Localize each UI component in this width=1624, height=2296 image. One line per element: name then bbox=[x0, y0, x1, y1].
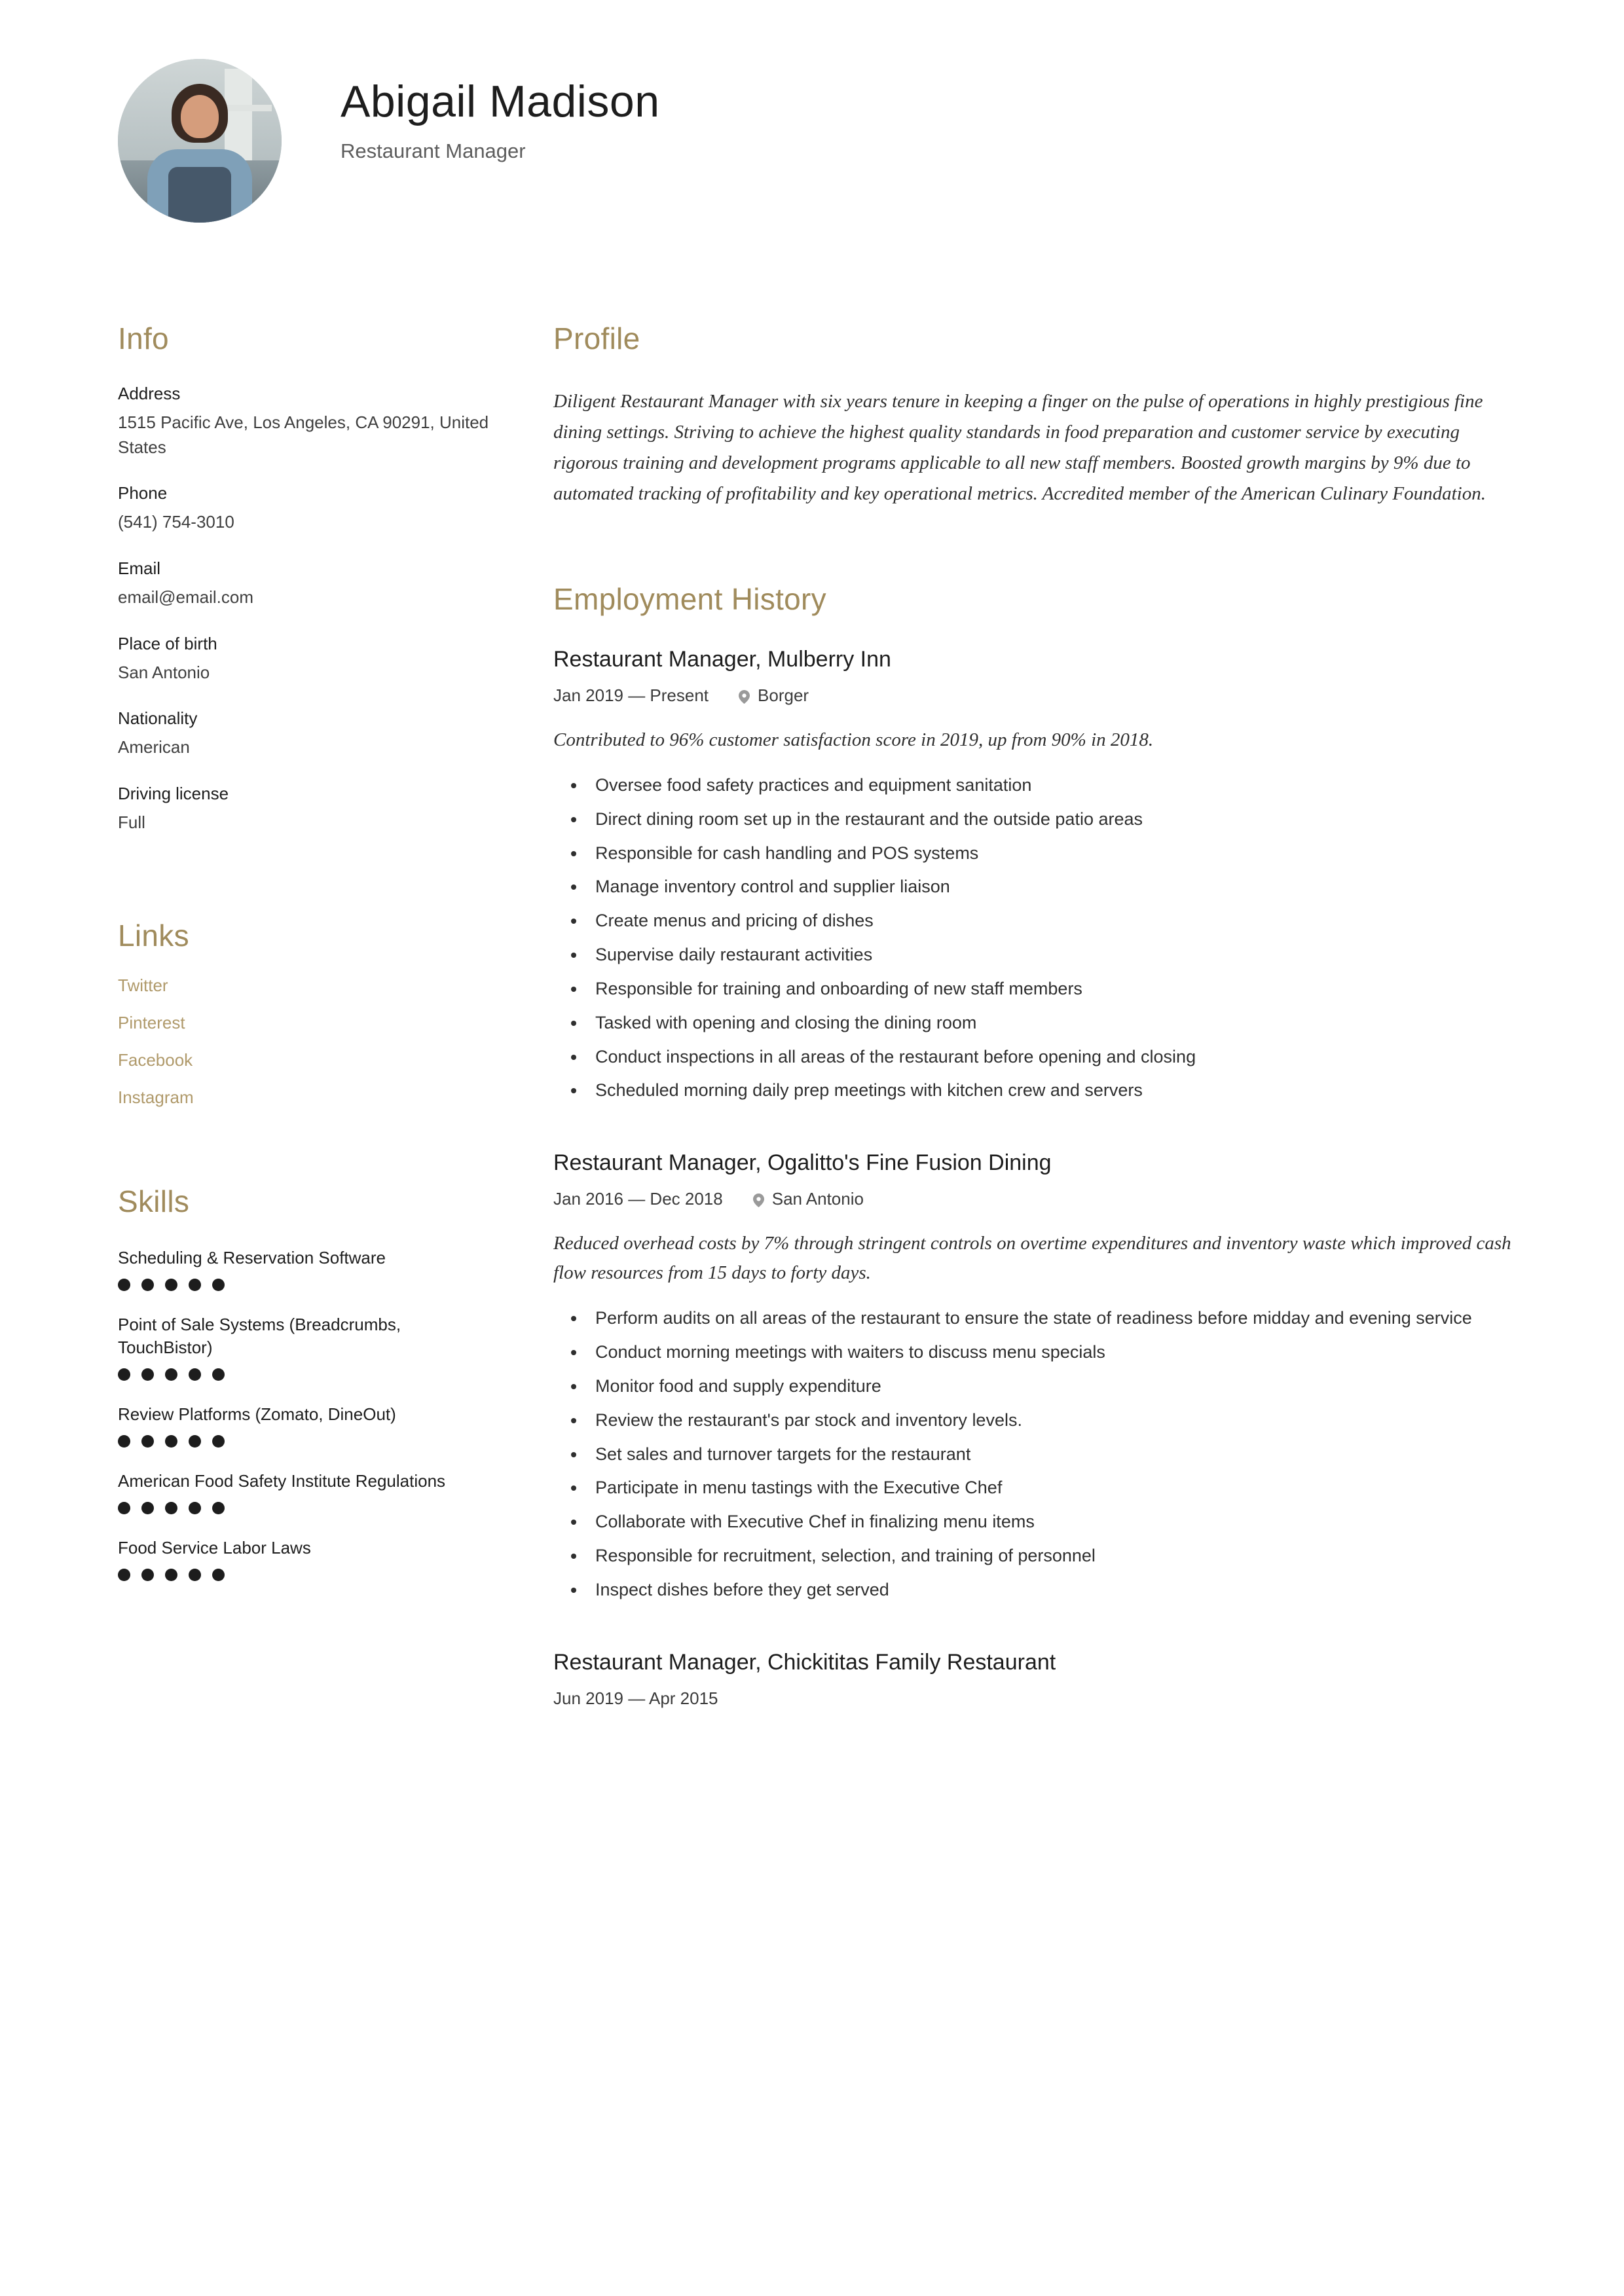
info-label: Nationality bbox=[118, 708, 198, 729]
main-content bbox=[537, 321, 1526, 1755]
link-facebook[interactable]: Facebook bbox=[118, 1049, 193, 1070]
info-label: Email bbox=[118, 558, 161, 579]
rating-dot bbox=[189, 1279, 201, 1291]
rating-dot bbox=[118, 1368, 130, 1381]
info-label: Driving license bbox=[118, 784, 229, 804]
bullet-item: • Perform audits on all areas of the restaurant to ensure the state of readiness before midday and evening service bbox=[586, 1305, 1526, 1332]
header-job-title: Restaurant Manager bbox=[341, 139, 526, 163]
bullet-item: • Review the restaurant's par stock and inventory levels. bbox=[586, 1407, 1526, 1434]
bullet-item: • Responsible for recruitment, selection, and training of personnel bbox=[586, 1542, 1526, 1570]
employment-heading: Restaurant Manager, Mulberry Inn bbox=[553, 646, 891, 672]
skill-rating bbox=[118, 1435, 491, 1448]
info-field-place-of-birth bbox=[118, 634, 491, 685]
skill-item bbox=[118, 1247, 491, 1291]
spacer bbox=[118, 859, 491, 918]
skill-rating bbox=[118, 1368, 491, 1381]
skill-rating bbox=[118, 1502, 491, 1514]
info-value: Full bbox=[118, 812, 145, 833]
rating-dot bbox=[141, 1435, 154, 1448]
rating-dot bbox=[165, 1502, 177, 1514]
link-pinterest[interactable]: Pinterest bbox=[118, 1012, 185, 1032]
employment-meta bbox=[553, 1688, 1526, 1709]
link-instagram[interactable]: Instagram bbox=[118, 1087, 194, 1107]
sidebar bbox=[118, 321, 537, 1755]
bullet-item: • Responsible for cash handling and POS systems bbox=[586, 840, 1526, 867]
rating-dot bbox=[165, 1435, 177, 1448]
avatar-container bbox=[118, 46, 285, 223]
section-title-links: Links bbox=[118, 918, 189, 953]
bullet-item: • Conduct inspections in all areas of the restaurant before opening and closing bbox=[586, 1044, 1526, 1071]
profile-text: Diligent Restaurant Manager with six years tenure in keeping a finger on the pulse of operations in highly prestigious fine dining settings. Striving to achieve the highest quality standards in food preparation and customer service by executing rigorous training and development programs applicable to all new staff members. Boosted growth margins by 9% due to automated tracking of profitability and key operational metrics. Accredited member of the American Culinary Foundation. bbox=[553, 391, 1486, 504]
skill-name: Scheduling & Reservation Software bbox=[118, 1247, 386, 1267]
avatar bbox=[118, 59, 282, 223]
bullet-item: • Oversee food safety practices and equipment sanitation bbox=[586, 772, 1526, 799]
info-field-driving-license bbox=[118, 784, 491, 835]
info-field-address bbox=[118, 384, 491, 460]
bullet-item: • Inspect dishes before they get served bbox=[586, 1576, 1526, 1604]
location-pin-icon bbox=[753, 1194, 764, 1205]
employment-bullets bbox=[586, 772, 1526, 1104]
section-title-info: Info bbox=[118, 321, 169, 355]
bullet-item: • Collaborate with Executive Chef in finalizing menu items bbox=[586, 1508, 1526, 1536]
resume-body bbox=[118, 321, 1526, 1755]
skill-rating bbox=[118, 1279, 491, 1291]
rating-dot bbox=[118, 1279, 130, 1291]
info-value: San Antonio bbox=[118, 662, 210, 682]
bullet-item: • Monitor food and supply expenditure bbox=[586, 1373, 1526, 1400]
page-title: Abigail Madison bbox=[341, 77, 660, 126]
rating-dot bbox=[118, 1569, 130, 1581]
employment-entry bbox=[553, 647, 1526, 1104]
bullet-item: • Responsible for training and onboarding of new staff members bbox=[586, 975, 1526, 1003]
info-value: American bbox=[118, 737, 190, 757]
rating-dot bbox=[212, 1502, 225, 1514]
info-label: Place of birth bbox=[118, 633, 217, 653]
employment-dates: Jun 2019 — Apr 2015 bbox=[553, 1688, 718, 1708]
skill-name: Review Platforms (Zomato, DineOut) bbox=[118, 1404, 396, 1425]
info-value: (541) 754-3010 bbox=[118, 512, 234, 532]
employment-summary: Contributed to 96% customer satisfaction score in 2019, up from 90% in 2018. bbox=[553, 729, 1154, 750]
bullet-item: • Set sales and turnover targets for the restaurant bbox=[586, 1441, 1526, 1468]
info-field-nationality bbox=[118, 708, 491, 760]
bullet-item: • Conduct morning meetings with waiters to discuss menu specials bbox=[586, 1339, 1526, 1366]
rating-dot bbox=[141, 1569, 154, 1581]
bullet-item: • Direct dining room set up in the restaurant and the outside patio areas bbox=[586, 806, 1526, 833]
skill-name: Point of Sale Systems (Breadcrumbs, TouchBistor) bbox=[118, 1314, 401, 1357]
employment-heading: Restaurant Manager, Ogalitto's Fine Fusion Dining bbox=[553, 1150, 1052, 1176]
bullet-item: • Manage inventory control and supplier liaison bbox=[586, 873, 1526, 901]
bullet-item: • Tasked with opening and closing the dining room bbox=[586, 1010, 1526, 1037]
name-block bbox=[285, 46, 660, 163]
avatar-person-face bbox=[181, 95, 219, 138]
spacer bbox=[118, 1125, 491, 1184]
employment-meta bbox=[553, 1189, 1526, 1209]
link-twitter[interactable]: Twitter bbox=[118, 975, 168, 995]
employment-location: Borger bbox=[758, 685, 809, 705]
rating-dot bbox=[189, 1502, 201, 1514]
location-pin-icon bbox=[739, 690, 750, 701]
bullet-item: • Create menus and pricing of dishes bbox=[586, 907, 1526, 935]
info-field-phone bbox=[118, 483, 491, 535]
bullet-item: • Scheduled morning daily prep meetings with kitchen crew and servers bbox=[586, 1077, 1526, 1104]
rating-dot bbox=[118, 1435, 130, 1448]
rating-dot bbox=[189, 1368, 201, 1381]
rating-dot bbox=[212, 1368, 225, 1381]
info-label: Address bbox=[118, 384, 181, 403]
employment-dates: Jan 2016 — Dec 2018 bbox=[553, 1189, 723, 1209]
rating-dot bbox=[212, 1569, 225, 1581]
section-title-employment: Employment History bbox=[553, 581, 826, 616]
employment-section bbox=[553, 581, 1526, 1709]
employment-entry bbox=[553, 1150, 1526, 1603]
rating-dot bbox=[165, 1279, 177, 1291]
bullet-item: • Supervise daily restaurant activities bbox=[586, 941, 1526, 969]
employment-meta bbox=[553, 685, 1526, 706]
links-list bbox=[118, 975, 491, 1108]
skill-item bbox=[118, 1537, 491, 1581]
rating-dot bbox=[141, 1502, 154, 1514]
info-field-email bbox=[118, 558, 491, 610]
rating-dot bbox=[118, 1502, 130, 1514]
info-value: email@email.com bbox=[118, 587, 253, 608]
section-title-profile: Profile bbox=[553, 321, 640, 355]
rating-dot bbox=[165, 1368, 177, 1381]
employment-dates: Jan 2019 — Present bbox=[553, 685, 709, 705]
rating-dot bbox=[189, 1435, 201, 1448]
avatar-person-apron bbox=[168, 167, 231, 223]
employment-bullets bbox=[586, 1305, 1526, 1604]
rating-dot bbox=[165, 1569, 177, 1581]
rating-dot bbox=[212, 1435, 225, 1448]
resume-header bbox=[118, 46, 1526, 223]
section-title-skills: Skills bbox=[118, 1184, 190, 1218]
skill-item bbox=[118, 1313, 491, 1381]
rating-dot bbox=[212, 1279, 225, 1291]
skill-rating bbox=[118, 1569, 491, 1581]
skill-item bbox=[118, 1470, 491, 1514]
employment-heading: Restaurant Manager, Chickititas Family Restaurant bbox=[553, 1649, 1056, 1675]
skill-item bbox=[118, 1403, 491, 1448]
info-label: Phone bbox=[118, 483, 168, 503]
employment-location: San Antonio bbox=[771, 1189, 864, 1209]
skill-name: American Food Safety Institute Regulations bbox=[118, 1471, 446, 1491]
rating-dot bbox=[189, 1569, 201, 1581]
rating-dot bbox=[141, 1279, 154, 1291]
rating-dot bbox=[141, 1368, 154, 1381]
bullet-item: • Participate in menu tastings with the Executive Chef bbox=[586, 1474, 1526, 1502]
profile-section bbox=[553, 321, 1526, 509]
info-value: 1515 Pacific Ave, Los Angeles, CA 90291, United States bbox=[118, 412, 489, 457]
skills-list bbox=[118, 1247, 491, 1582]
employment-entry bbox=[553, 1650, 1526, 1709]
employment-summary: Reduced overhead costs by 7% through stringent controls on overtime expenditures and inventory waste which improved cash flow resources from 15 days to forty days. bbox=[553, 1233, 1511, 1284]
skill-name: Food Service Labor Laws bbox=[118, 1538, 311, 1558]
